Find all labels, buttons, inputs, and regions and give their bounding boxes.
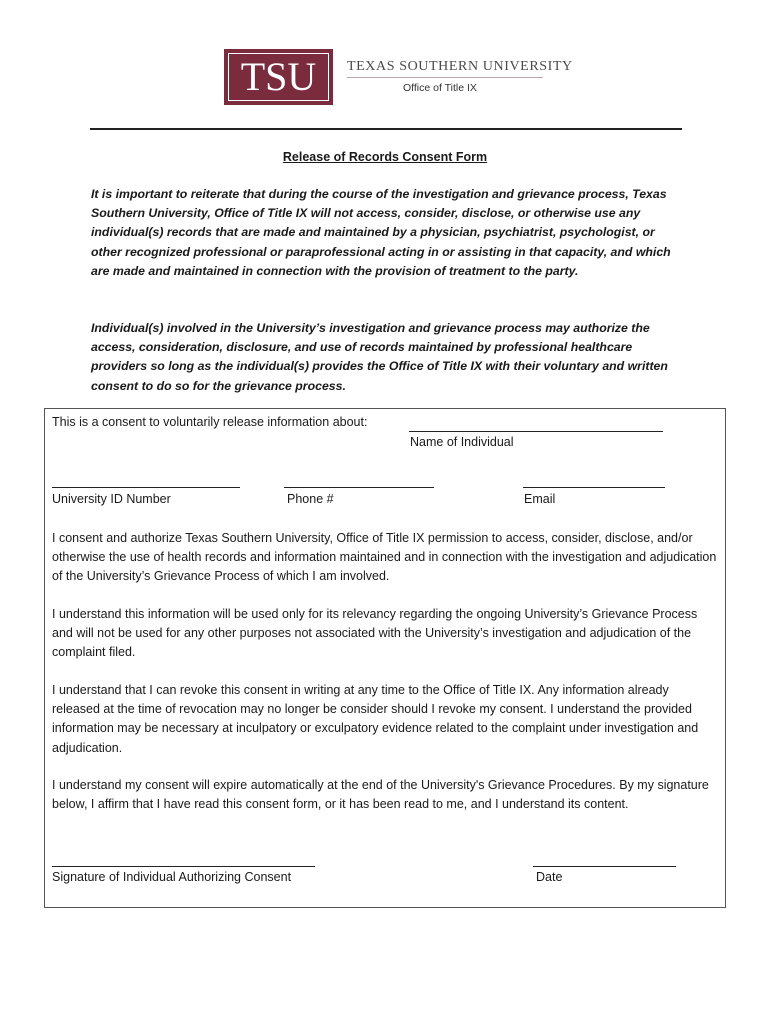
signature-field[interactable] (52, 866, 315, 867)
intro-paragraph-1: It is important to reiterate that during the course of the investigation and grievance process, Texas Southern University, Office of Title IX will not access, consider, disclose, or otherwise use any individual(s) records that are made and maintained by a physician, psychiatrist, psychologist, or other recognized professional or paraprofessional acting in or assisting in that capacity, and which are made and maintained in connection with the provision of treatment to the party. (91, 187, 671, 278)
email-label: Email (524, 492, 556, 506)
logo-text: TSU (228, 53, 329, 101)
university-name: TEXAS SOUTHERN UNIVERSITY (347, 59, 573, 74)
date-label: Date (536, 870, 563, 884)
consent-paragraph-3: I understand that I can revoke this consent in writing at any time to the Office of Title IX. Any information already released at the time of revocation may no longer be consider should I revoke my consent. I understand the provided information may be necessary at inculpatory or exculpatory evidence related to the complaint under investigation and adjudication. (52, 683, 699, 755)
tsu-logo (224, 49, 333, 105)
office-name: Office of Title IX (403, 82, 477, 94)
consent-paragraph-1: I consent and authorize Texas Southern University, Office of Title IX permission to access, consider, disclose, and/or otherwise the use of health records and information maintained and in connection with the investigation and adjudication of the University’s Grievance Process of which I am involved. (52, 531, 717, 584)
signature-label: Signature of Individual Authorizing Consent (52, 870, 292, 884)
name-of-individual-field[interactable] (409, 431, 663, 432)
name-of-individual-label: Name of Individual (410, 435, 514, 449)
phone-field[interactable] (284, 487, 434, 488)
university-id-field[interactable] (52, 487, 240, 488)
consent-paragraph-2: I understand this information will be used only for its relevancy regarding the ongoing University’s Grievance Process and will not be used for any other purposes not associated with the University’s investigation and adjudication of the complaint filed. (52, 607, 698, 660)
intro-paragraph-2: Individual(s) involved in the University’s investigation and grievance process may authorize the access, consideration, disclosure, and use of records maintained by professional healthcare providers so long as the individual(s) provides the Office of Title IX with their voluntary and written consent to do so for the grievance process. (91, 321, 668, 393)
email-field[interactable] (523, 487, 665, 488)
release-about-label: This is a consent to voluntarily release information about: (52, 415, 368, 429)
form-title: Release of Records Consent Form (282, 150, 488, 164)
university-id-label: University ID Number (52, 492, 171, 506)
header-divider (90, 128, 682, 130)
phone-label: Phone # (287, 492, 334, 506)
date-field[interactable] (533, 866, 676, 867)
university-name-rule (347, 77, 543, 78)
consent-paragraph-4: I understand my consent will expire automatically at the end of the University's Grievance Procedures. By my signature below, I affirm that I have read this consent form, or it has been read to me, and I understand its content. (52, 778, 709, 812)
